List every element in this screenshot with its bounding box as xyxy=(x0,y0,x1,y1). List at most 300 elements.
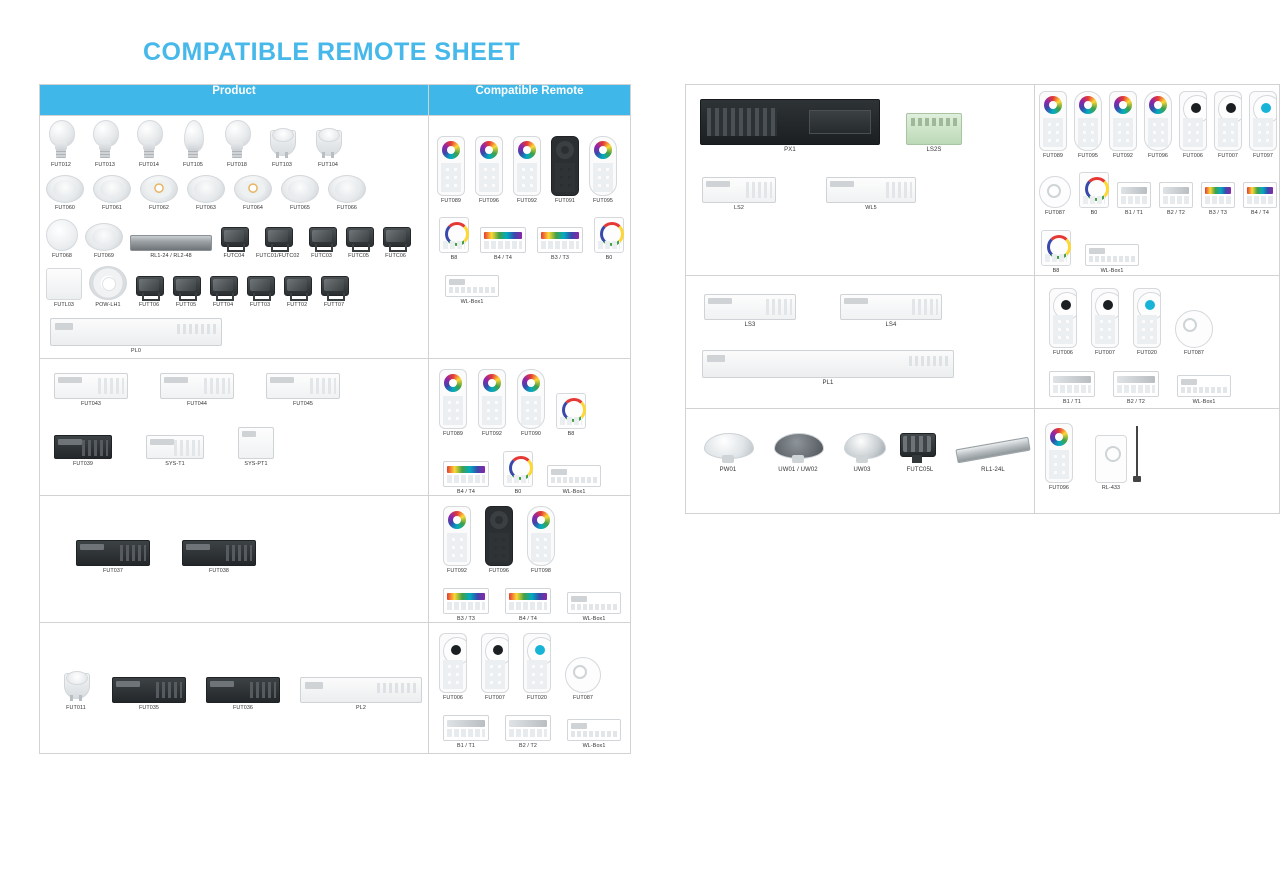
product-item xyxy=(46,175,84,211)
remote-code: FUT091 xyxy=(554,198,576,204)
remote-dial-icon xyxy=(1214,91,1242,151)
remote-code: FUT092 xyxy=(446,568,468,575)
pool-light-icon xyxy=(700,431,756,465)
remote-item xyxy=(527,506,555,574)
product-item xyxy=(134,274,164,308)
product-item xyxy=(704,294,796,329)
product-code: FUT068 xyxy=(51,252,73,259)
remote-item xyxy=(1041,230,1071,274)
remote-code: FUT096 xyxy=(1147,153,1169,159)
downlight-icon xyxy=(328,175,366,203)
wall-panel-icon xyxy=(439,217,469,253)
controller-dark-icon xyxy=(76,540,150,566)
product-group xyxy=(40,359,428,407)
remote-dial-icon xyxy=(1049,288,1077,348)
wall-panel-icon xyxy=(1201,182,1235,208)
product-code: PL1 xyxy=(822,380,834,387)
remote-item xyxy=(1179,91,1207,159)
remote-group xyxy=(429,496,630,574)
remote-code: FUT095 xyxy=(1077,153,1099,159)
product-item xyxy=(300,677,422,711)
remote-item xyxy=(437,136,465,204)
product-code: FUTC04 xyxy=(223,252,245,259)
product-code: FUT036 xyxy=(232,705,254,712)
remote-item xyxy=(480,227,526,261)
product-group xyxy=(40,415,428,467)
remote-dial-cyan-icon xyxy=(1249,91,1277,151)
remote-item xyxy=(1039,91,1067,159)
wifi-box-icon xyxy=(445,275,499,297)
product-code: FUT044 xyxy=(186,401,208,408)
table-row xyxy=(40,496,631,623)
remote-item xyxy=(1243,182,1277,216)
product-group xyxy=(686,276,1034,329)
remote-dial-icon xyxy=(439,633,467,693)
remote-code: FUT096 xyxy=(478,198,500,204)
remote-code: B1 / T1 xyxy=(457,742,475,749)
controller-icon xyxy=(146,435,204,459)
remote-code: FUT096 xyxy=(488,568,510,575)
product-code: FUTT03 xyxy=(249,302,271,309)
product-item xyxy=(178,120,208,168)
remote-code: FUT089 xyxy=(442,431,464,438)
product-group xyxy=(40,623,428,711)
product-code: POW-LH1 xyxy=(95,302,121,309)
led-driver-icon xyxy=(300,677,422,703)
product-code: PL0 xyxy=(131,347,141,354)
compatibility-table xyxy=(39,84,631,754)
flood-light-icon xyxy=(245,274,275,300)
table-row xyxy=(40,116,631,359)
remote-code: FUT020 xyxy=(526,695,548,702)
wifi-box-icon xyxy=(547,465,601,487)
remote-code: B8 xyxy=(1052,267,1060,274)
remote-cell-4 xyxy=(429,623,631,754)
product-item xyxy=(898,431,942,474)
right-product-cell-3 xyxy=(686,409,1035,514)
remote-item xyxy=(443,506,471,574)
remote-colorwheel-icon xyxy=(517,369,545,429)
product-item xyxy=(89,266,127,308)
remote-code: FUT087 xyxy=(1183,350,1205,356)
product-code: FUT013 xyxy=(94,162,116,168)
spot-light-icon xyxy=(898,431,942,465)
wall-panel-icon xyxy=(503,451,533,487)
remote-colorwheel-icon xyxy=(1045,423,1073,483)
remote-group xyxy=(429,359,630,437)
product-code: FUT014 xyxy=(138,162,160,168)
remote-group xyxy=(429,269,630,311)
remote-item xyxy=(567,592,621,622)
remote-code: RL-433 xyxy=(1101,485,1121,491)
remote-item xyxy=(439,633,467,701)
product-item xyxy=(93,175,131,211)
product-item xyxy=(245,274,275,308)
compatibility-table-right xyxy=(685,84,1280,514)
wall-washer-icon xyxy=(955,437,1030,464)
downlight-icon xyxy=(187,175,225,203)
remote-code: WL-Box1 xyxy=(562,488,586,495)
power-adapter-icon xyxy=(238,427,274,459)
product-code: FUT018 xyxy=(226,162,248,168)
remote-code: B4 / T4 xyxy=(1251,210,1269,217)
right-product-cell-1 xyxy=(686,85,1035,276)
remote-group xyxy=(429,445,630,495)
product-code: SYS-PT1 xyxy=(244,460,268,467)
remote-code: B0 xyxy=(605,255,613,262)
remote-group xyxy=(1035,224,1279,274)
remote-code: FUT087 xyxy=(1044,210,1066,217)
product-item xyxy=(700,431,756,474)
remote-group xyxy=(429,582,630,622)
remote-item xyxy=(517,369,545,437)
panel-round-icon xyxy=(46,219,78,251)
remote-item xyxy=(1214,91,1242,159)
product-code: FUTC03 xyxy=(311,252,333,259)
controller-dark-icon xyxy=(206,677,280,703)
flood-light-icon xyxy=(134,274,164,300)
remote-group xyxy=(1035,85,1279,159)
product-group xyxy=(40,116,428,168)
remote-item xyxy=(1091,288,1119,356)
right-remote-cell-3 xyxy=(1035,409,1280,514)
remote-item xyxy=(485,506,513,574)
remote-colorwheel-icon xyxy=(1109,91,1137,151)
bulb-icon xyxy=(46,120,76,160)
product-code: FUT065 xyxy=(289,205,311,212)
remote-code: FUT087 xyxy=(572,695,594,702)
remote-cell-1 xyxy=(429,116,631,359)
product-item xyxy=(206,677,280,711)
remote-item xyxy=(556,393,586,437)
flood-light-icon xyxy=(319,274,349,300)
remote-code: FUT092 xyxy=(481,431,503,438)
remote-item xyxy=(505,588,551,622)
product-item xyxy=(112,677,186,711)
product-group xyxy=(40,175,428,211)
panel-square-icon xyxy=(46,268,82,300)
product-code: FUTT04 xyxy=(212,302,234,309)
product-item xyxy=(906,113,962,154)
product-code: LS2S xyxy=(926,147,942,153)
flood-light-icon xyxy=(344,225,374,251)
product-item xyxy=(46,268,82,308)
controller-icon xyxy=(840,294,942,320)
right-remote-cell-2 xyxy=(1035,276,1280,409)
bulb-icon xyxy=(134,120,164,160)
product-item xyxy=(222,120,252,168)
product-group xyxy=(686,409,1034,474)
remote-item xyxy=(565,657,601,701)
remote-item xyxy=(1095,435,1127,491)
product-item xyxy=(266,373,340,407)
remote-code: B4 / T4 xyxy=(457,488,475,495)
product-item xyxy=(130,235,212,259)
wifi-box-icon xyxy=(1177,375,1231,397)
product-code: FUT066 xyxy=(336,205,358,212)
green-module-icon xyxy=(906,113,962,145)
remote-item xyxy=(513,136,541,204)
remote-round-icon xyxy=(565,657,601,693)
pool-light-icon xyxy=(770,431,826,465)
remote-code: FUT007 xyxy=(1217,153,1239,159)
wall-panel-icon xyxy=(443,461,489,487)
remote-code: FUT006 xyxy=(442,695,464,702)
product-code: LS2 xyxy=(734,205,744,212)
wall-panel-icon xyxy=(594,217,624,253)
remote-item xyxy=(481,633,509,701)
header-compatible-remote: Compatible Remote xyxy=(429,85,631,116)
product-item xyxy=(234,175,272,211)
remote-code: FUT020 xyxy=(1136,350,1158,356)
product-item xyxy=(54,435,112,467)
product-item xyxy=(50,318,222,354)
product-item xyxy=(319,274,349,308)
strip-roll-icon xyxy=(89,266,127,300)
product-item xyxy=(182,540,256,574)
remote-item xyxy=(589,136,617,204)
product-code: FUTC05 xyxy=(348,252,370,259)
product-item xyxy=(171,274,201,308)
remote-code: B1 / T1 xyxy=(1063,399,1081,406)
remote-item xyxy=(1159,182,1193,216)
remote-code: B2 / T2 xyxy=(1127,399,1145,406)
remote-code: B2 / T2 xyxy=(1167,210,1185,217)
remote-item xyxy=(443,588,489,622)
wall-panel-icon xyxy=(537,227,583,253)
product-item xyxy=(85,223,123,259)
product-code: FUTC01/FUTC02 xyxy=(256,252,300,259)
remote-colorwheel-icon xyxy=(1074,91,1102,151)
table-row xyxy=(686,85,1280,276)
remote-item xyxy=(439,217,469,261)
remote-item xyxy=(478,369,506,437)
product-item xyxy=(187,175,225,211)
remote-code: WL-Box1 xyxy=(460,298,484,305)
candle-bulb-icon xyxy=(178,120,208,160)
remote-item xyxy=(567,719,621,749)
remote-item xyxy=(1049,288,1077,356)
remote-colorwheel-icon xyxy=(437,136,465,196)
product-code: PW01 xyxy=(719,467,737,473)
product-code: FUTC05L xyxy=(906,467,934,473)
remote-colorwheel-icon xyxy=(527,506,555,566)
flood-light-icon xyxy=(307,225,337,251)
downlight-icon xyxy=(46,175,84,203)
flood-light-icon xyxy=(381,225,411,251)
remote-keypad-icon xyxy=(485,506,513,566)
product-code: UW01 / UW02 xyxy=(778,467,818,473)
table-row xyxy=(686,409,1280,514)
product-item xyxy=(956,443,1030,474)
product-code: RL1-24L xyxy=(981,467,1005,473)
product-code: FUTT06 xyxy=(138,302,160,309)
product-item xyxy=(312,122,344,168)
wifi-box-icon xyxy=(567,719,621,741)
remote-item xyxy=(1074,91,1102,159)
wall-panel-icon xyxy=(1113,371,1159,397)
controller-icon xyxy=(704,294,796,320)
flood-light-icon xyxy=(219,225,249,251)
flood-light-icon xyxy=(208,274,238,300)
remote-code: B2 / T2 xyxy=(519,742,537,749)
remote-item xyxy=(505,715,551,749)
product-item xyxy=(134,120,164,168)
remote-code: FUT007 xyxy=(484,695,506,702)
remote-item xyxy=(1045,423,1073,491)
product-cell-2 xyxy=(40,359,429,496)
remote-item xyxy=(537,227,583,261)
product-code: FUT011 xyxy=(66,705,86,712)
remote-group xyxy=(1035,409,1279,491)
remote-dial-cyan-icon xyxy=(523,633,551,693)
remote-code: FUT096 xyxy=(1048,485,1070,491)
led-driver-icon xyxy=(50,318,222,346)
remote-colorwheel-icon xyxy=(1144,91,1172,151)
product-item xyxy=(702,177,776,211)
controller-icon xyxy=(160,373,234,399)
remote-colorwheel-icon xyxy=(475,136,503,196)
product-code: FUT038 xyxy=(208,568,230,575)
remote-code: WL-Box1 xyxy=(582,742,606,749)
remote-item xyxy=(1177,375,1231,405)
controller-icon xyxy=(826,177,916,203)
product-item xyxy=(46,219,78,259)
product-group xyxy=(686,161,1034,211)
downlight-led-icon xyxy=(140,175,178,203)
remote-code: WL-Box1 xyxy=(582,615,606,622)
wall-panel-icon xyxy=(1243,182,1277,208)
wall-panel-icon xyxy=(443,588,489,614)
controller-dark-icon xyxy=(54,435,112,459)
table-header-row xyxy=(40,85,631,116)
remote-item xyxy=(475,136,503,204)
remote-cell-2 xyxy=(429,359,631,496)
product-group xyxy=(40,316,428,358)
gu10-spot-icon xyxy=(312,122,344,160)
wall-panel-icon xyxy=(505,588,551,614)
product-code: FUT064 xyxy=(242,205,264,212)
remote-code: FUT089 xyxy=(440,198,462,204)
controller-icon xyxy=(54,373,128,399)
remote-keypad-icon xyxy=(551,136,579,196)
header-product: Product xyxy=(40,85,429,116)
wifi-box-icon xyxy=(1085,244,1139,266)
remote-round-icon xyxy=(1039,176,1071,208)
product-item xyxy=(160,373,234,407)
linear-bar-icon xyxy=(130,235,212,251)
remote-group xyxy=(1035,363,1279,405)
product-item xyxy=(826,177,916,211)
right-remote-cell-1 xyxy=(1035,85,1280,276)
product-code: FUT061 xyxy=(101,205,123,212)
remote-group xyxy=(1035,166,1279,216)
product-code: FUT062 xyxy=(148,205,170,212)
right-product-cell-2 xyxy=(686,276,1035,409)
wall-panel-icon xyxy=(556,393,586,429)
wall-panel-icon xyxy=(1049,371,1095,397)
remote-group xyxy=(429,211,630,261)
flood-light-icon xyxy=(263,225,293,251)
product-item xyxy=(344,225,374,259)
product-code: FUTT02 xyxy=(286,302,308,309)
product-code: LS3 xyxy=(744,322,756,328)
gateway-antenna-icon xyxy=(1095,435,1127,483)
product-code: FUT104 xyxy=(317,162,339,168)
remote-round-icon xyxy=(1175,310,1213,348)
product-group xyxy=(686,85,1034,154)
gu10-spot-icon xyxy=(60,665,92,703)
product-item xyxy=(307,225,337,259)
remote-code: B8 xyxy=(450,255,458,262)
remote-item xyxy=(1113,371,1159,405)
power-supply-icon xyxy=(700,99,880,145)
remote-item xyxy=(1175,310,1213,356)
wall-panel-icon xyxy=(1041,230,1071,266)
product-item xyxy=(700,99,880,154)
remote-item xyxy=(1117,182,1151,216)
remote-colorwheel-icon xyxy=(443,506,471,566)
remote-item xyxy=(1039,176,1071,216)
led-driver-icon xyxy=(702,350,954,378)
product-item xyxy=(238,427,274,467)
remote-code: B3 / T3 xyxy=(457,615,475,622)
remote-code: B0 xyxy=(1090,210,1098,217)
bulb-icon xyxy=(222,120,252,160)
remote-dial-cyan-icon xyxy=(1133,288,1161,348)
remote-group xyxy=(429,709,630,749)
controller-icon xyxy=(266,373,340,399)
product-item xyxy=(46,120,76,168)
remote-colorwheel-icon xyxy=(478,369,506,429)
remote-item xyxy=(443,715,489,749)
downlight-icon xyxy=(281,175,319,203)
product-cell-1 xyxy=(40,116,429,359)
product-item xyxy=(146,435,204,467)
product-code: FUTT05 xyxy=(175,302,197,309)
wall-panel-icon xyxy=(1159,182,1193,208)
remote-item xyxy=(445,275,499,305)
remote-item xyxy=(594,217,624,261)
wall-panel-icon xyxy=(505,715,551,741)
remote-code: FUT090 xyxy=(520,431,542,438)
flood-light-icon xyxy=(171,274,201,300)
remote-dial-icon xyxy=(481,633,509,693)
table-row xyxy=(686,276,1280,409)
product-code: FUT069 xyxy=(93,252,115,259)
product-group xyxy=(40,266,428,308)
product-item xyxy=(76,540,150,574)
gu10-spot-icon xyxy=(266,122,298,160)
product-code: FUT037 xyxy=(102,568,124,575)
remote-item xyxy=(1109,91,1137,159)
product-group xyxy=(40,496,428,574)
product-group xyxy=(686,336,1034,387)
remote-item xyxy=(1144,91,1172,159)
product-code: UW03 xyxy=(853,467,871,473)
product-code: FUT103 xyxy=(271,162,293,168)
product-code: FUT063 xyxy=(195,205,217,212)
remote-code: B1 / T1 xyxy=(1125,210,1143,217)
product-code: FUT035 xyxy=(138,705,160,712)
remote-colorwheel-icon xyxy=(1039,91,1067,151)
remote-code: FUT092 xyxy=(1112,153,1134,159)
downlight-icon xyxy=(234,175,272,203)
product-code: FUT043 xyxy=(80,401,102,408)
controller-dark-icon xyxy=(182,540,256,566)
remote-code: B4 / T4 xyxy=(494,255,512,262)
remote-code: FUT006 xyxy=(1182,153,1204,159)
